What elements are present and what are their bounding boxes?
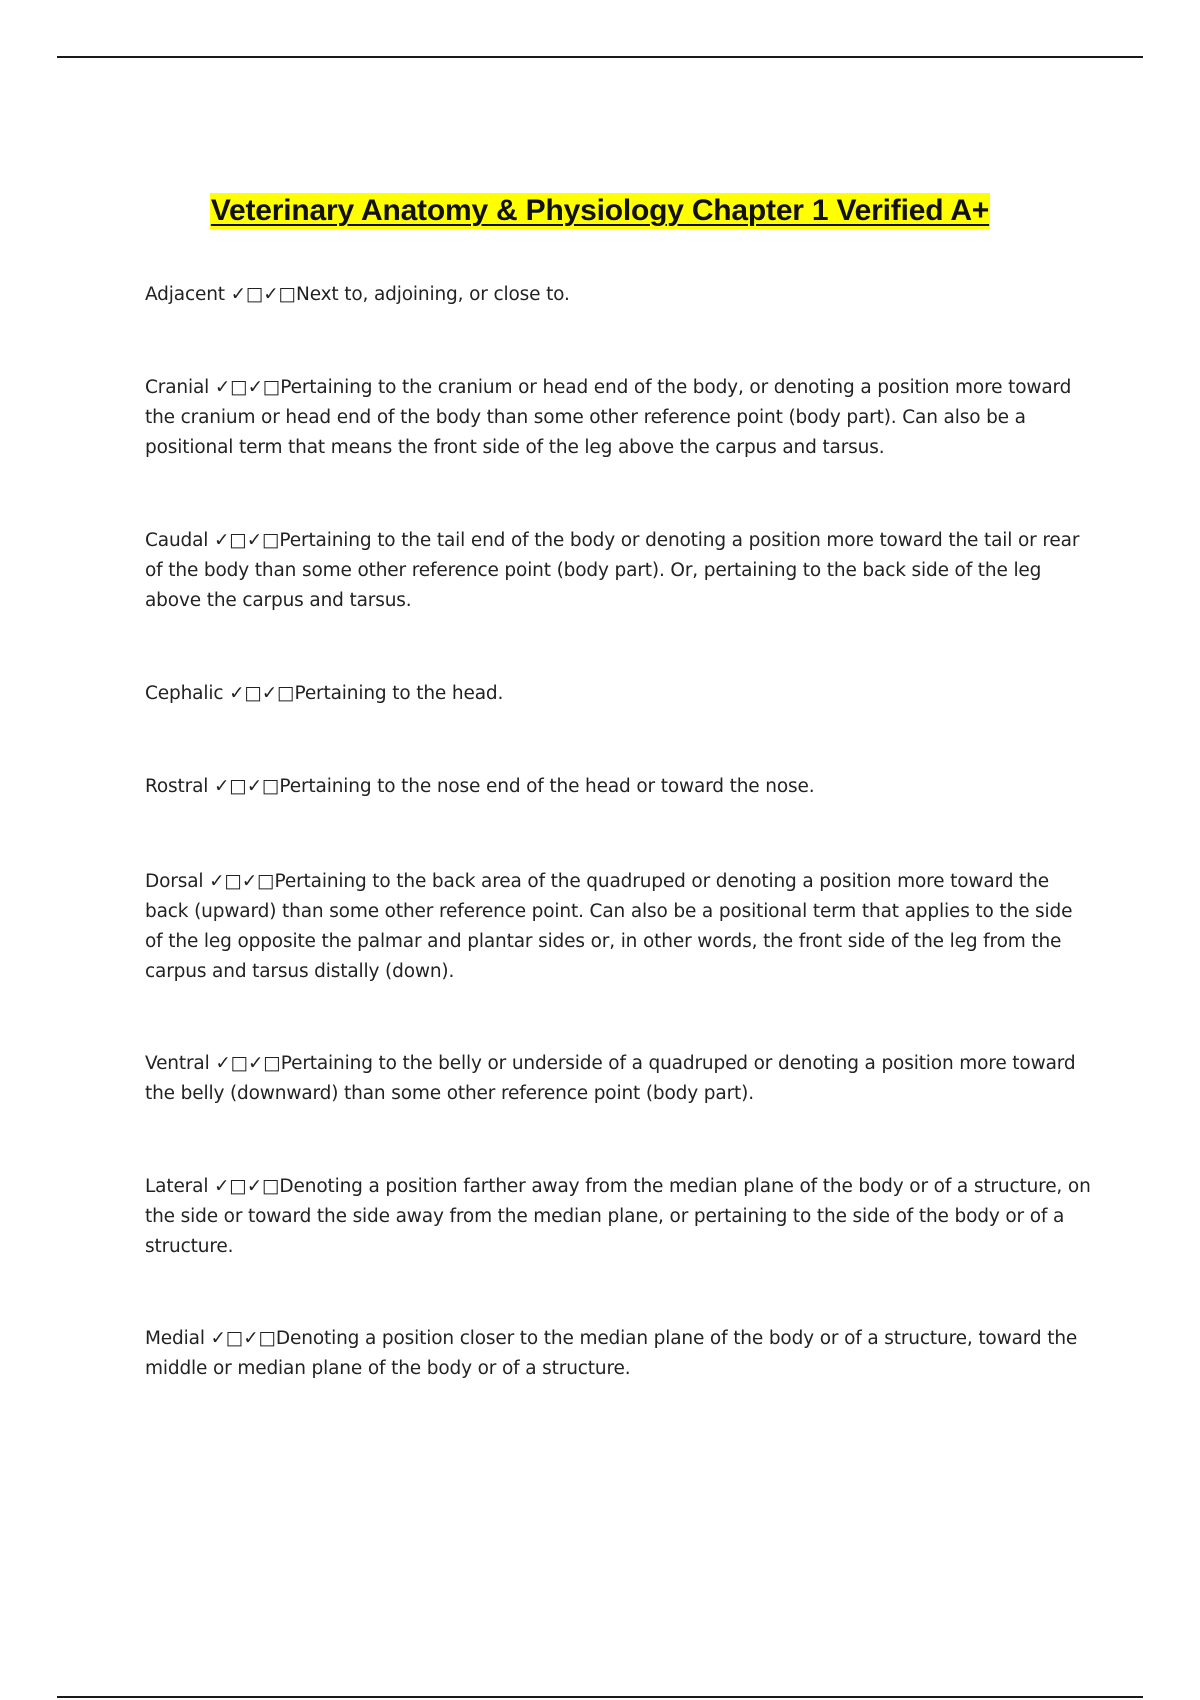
check-separator: ✓□✓□ bbox=[214, 377, 281, 398]
glossary-entry-adjacent bbox=[145, 280, 570, 310]
entry-definition: Pertaining to the tail end of the body or denoting a position more toward the tail or rear of the body than some other reference point (body part). Or, pertaining to the back side of the leg above the carpus and tarsus. bbox=[145, 530, 1080, 611]
entry-term: Lateral bbox=[145, 1176, 209, 1197]
entry-term: Cranial bbox=[145, 377, 210, 398]
check-separator: ✓□✓□ bbox=[214, 1176, 280, 1197]
check-separator: ✓□✓□ bbox=[209, 871, 275, 892]
check-separator: ✓□✓□ bbox=[229, 683, 295, 704]
entry-term: Dorsal bbox=[145, 871, 204, 892]
entry-term: Medial bbox=[145, 1328, 205, 1349]
glossary-entry-cephalic bbox=[145, 679, 503, 709]
title-block bbox=[0, 193, 1200, 229]
entry-definition: Denoting a position closer to the median plane of the body or of a structure, toward the middle or median plane of the body or of a structure. bbox=[145, 1328, 1078, 1379]
check-separator: ✓□✓□ bbox=[210, 1328, 276, 1349]
entry-term: Ventral bbox=[145, 1053, 210, 1074]
page-bottom-rule bbox=[57, 1696, 1143, 1698]
entry-definition: Denoting a position farther away from the median plane of the body or of a structure, on the side or toward the side away from the median plane, or pertaining to the side of the body or of a structure. bbox=[145, 1176, 1091, 1257]
entry-term: Caudal bbox=[145, 530, 209, 551]
document-title: Veterinary Anatomy & Physiology Chapter 1 Verified A+ bbox=[210, 194, 990, 227]
glossary-entry-rostral bbox=[145, 772, 814, 802]
entry-term: Cephalic bbox=[145, 683, 224, 704]
glossary-entry-dorsal bbox=[145, 867, 1095, 987]
entry-definition: Pertaining to the back area of the quadruped or denoting a position more toward the back (upward) than some other reference point. Can also be a positional term that applies to the side of the leg opposite the palmar and plantar sides or, in other words, the front side of the leg from the carpus and tarsus distally (down). bbox=[145, 871, 1073, 982]
check-separator: ✓□✓□ bbox=[214, 776, 280, 797]
entry-definition: Next to, adjoining, or close to. bbox=[296, 284, 570, 305]
entry-term: Rostral bbox=[145, 776, 209, 797]
check-separator: ✓□✓□ bbox=[215, 1053, 281, 1074]
entry-term: Adjacent bbox=[145, 284, 225, 305]
glossary-entry-ventral bbox=[145, 1049, 1095, 1109]
entry-definition: Pertaining to the head. bbox=[294, 683, 504, 704]
check-separator: ✓□✓□ bbox=[230, 284, 296, 305]
entry-definition: Pertaining to the belly or underside of a quadruped or denoting a position more toward the belly (downward) than some other reference point (body part). bbox=[145, 1053, 1076, 1104]
page-top-rule bbox=[57, 56, 1143, 58]
glossary-entry-cranial bbox=[145, 373, 1095, 463]
check-separator: ✓□✓□ bbox=[214, 530, 280, 551]
glossary-entry-caudal bbox=[145, 526, 1095, 616]
entry-definition: Pertaining to the cranium or head end of the body, or denoting a position more toward the cranium or head end of the body than some other reference point (body part). Can also be a positional term that means the front side of the leg above the carpus and tarsus. bbox=[145, 377, 1072, 458]
entry-definition: Pertaining to the nose end of the head or toward the nose. bbox=[279, 776, 815, 797]
glossary-entry-medial bbox=[145, 1324, 1095, 1384]
glossary-entry-lateral bbox=[145, 1172, 1095, 1262]
